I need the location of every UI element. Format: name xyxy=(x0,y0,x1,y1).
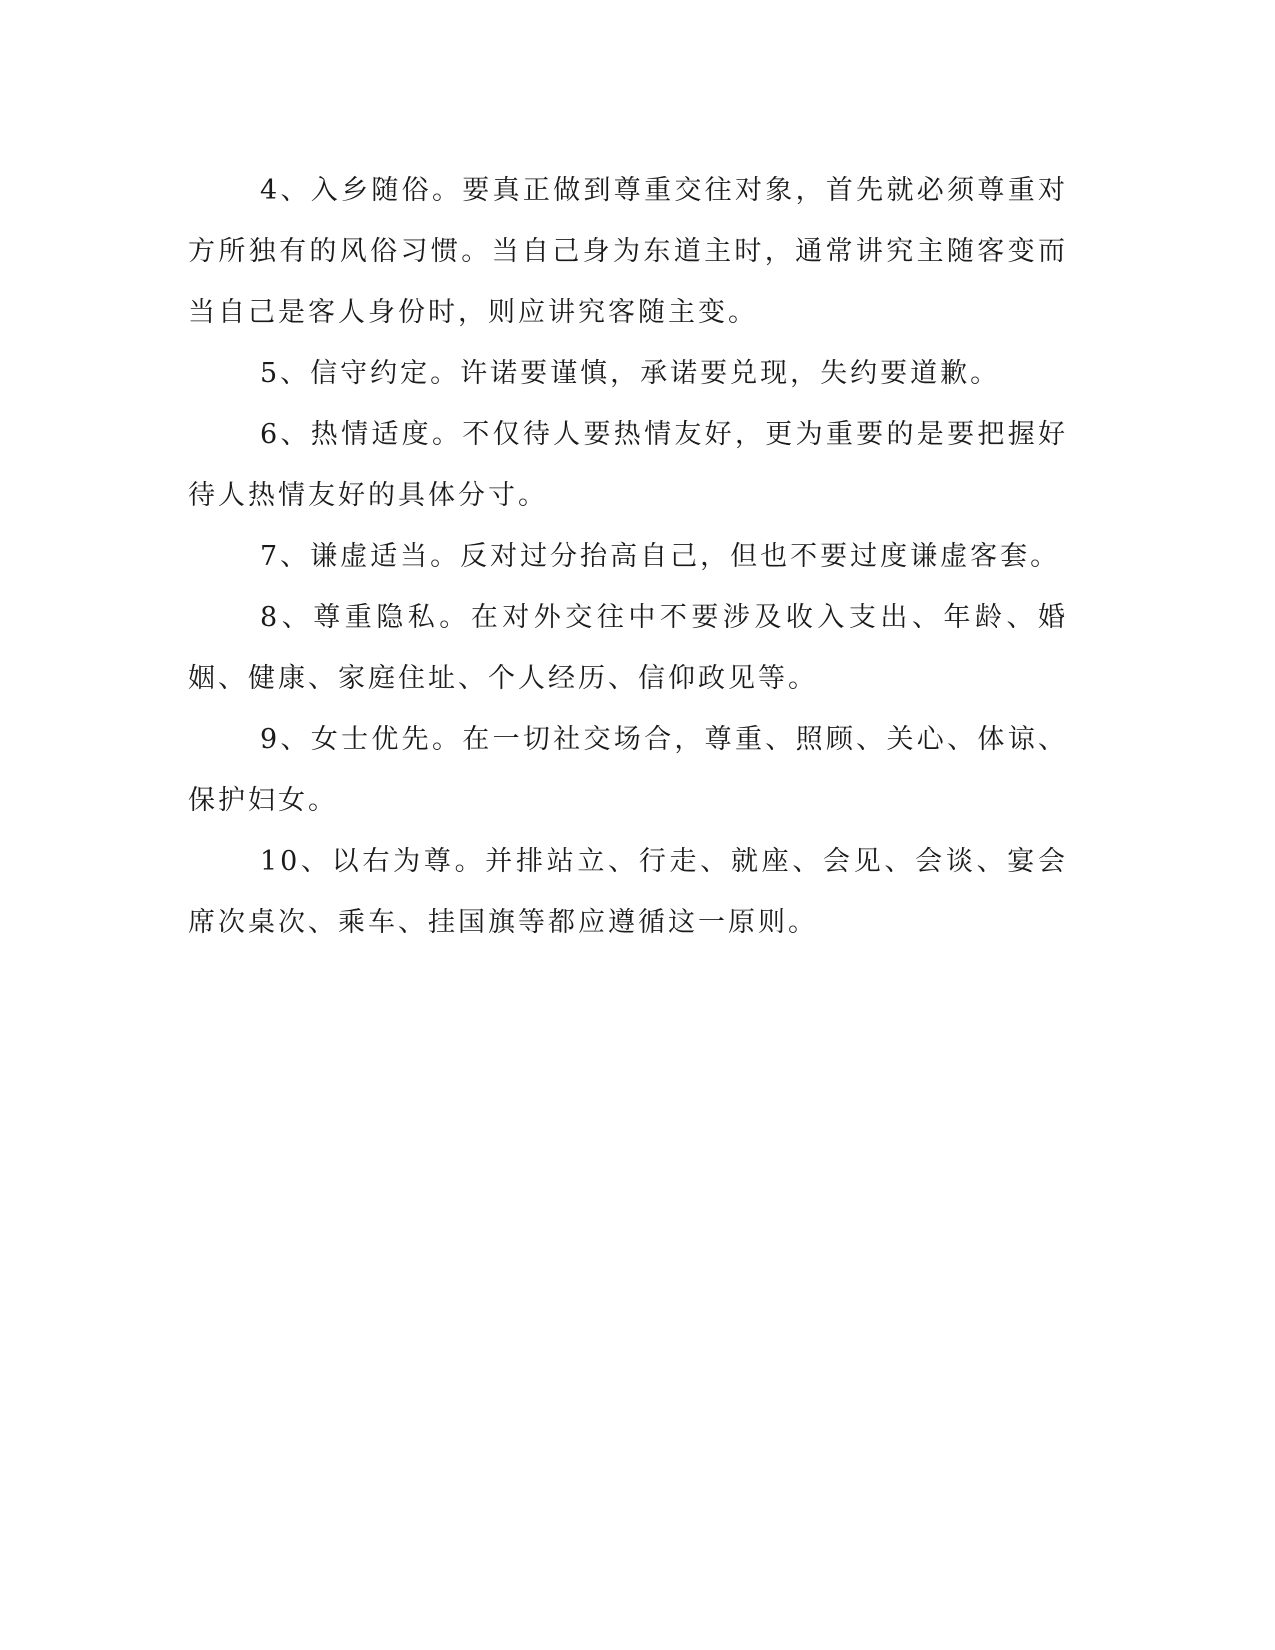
paragraph-4: 4、入乡随俗。要真正做到尊重交往对象，首先就必须尊重对方所独有的风俗习惯。当自己身为东道主时，通常讲究主随客变而当自己是客人身份时，则应讲究客随主变。 xyxy=(188,175,1068,328)
paragraph-7: 7、谦虚适当。反对过分抬高自己，但也不要过度谦虚客套。 xyxy=(260,541,1061,572)
document-body xyxy=(188,160,1068,953)
paragraph-5: 5、信守约定。许诺要谨慎，承诺要兑现，失约要道歉。 xyxy=(260,358,1001,389)
paragraph-6: 6、热情适度。不仅待人要热情友好，更为重要的是要把握好待人热情友好的具体分寸。 xyxy=(188,419,1068,511)
paragraph-10: 10、以右为尊。并排站立、行走、就座、会见、会谈、宴会席次桌次、乘车、挂国旗等都应遵循这一原则。 xyxy=(188,846,1068,938)
paragraph-9: 9、女士优先。在一切社交场合，尊重、照顾、关心、体谅、保护妇女。 xyxy=(188,724,1068,816)
paragraph-8: 8、尊重隐私。在对外交往中不要涉及收入支出、年龄、婚姻、健康、家庭住址、个人经历、信仰政见等。 xyxy=(188,602,1068,694)
